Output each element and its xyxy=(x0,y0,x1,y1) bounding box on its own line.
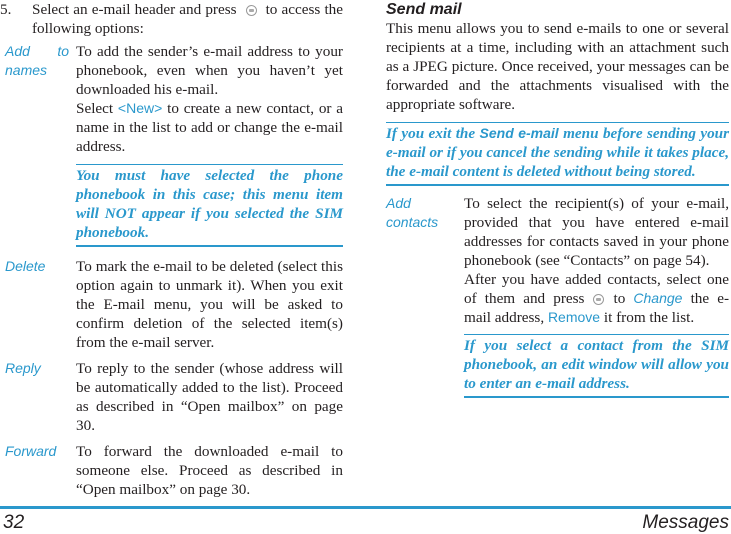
sim-phonebook-note: If you select a contact from the SIM phonebook, an edit window will allow you to enter an e-mail address. xyxy=(464,334,729,398)
term-reply: Reply xyxy=(5,360,41,376)
delete-text: To mark the e-mail to be deleted (select this option again to unmark it). When you exit the E-mail menu, you will be asked to confirm deletion of the selected item(s) from the e-mail server. xyxy=(76,258,343,351)
send-mail-intro: This menu allows you to send e-mails to one or several recipients at a time, including with an attachment such as a JPEG picture. Once received, your messages can be forwarded and the attachments visualised with the appropriate software. xyxy=(386,20,729,113)
add-to-names-p1: To add the sender’s e-mail address to your phonebook, even when you haven’t yet downloaded his e-mail. xyxy=(76,43,343,98)
option-add-to-names xyxy=(5,42,343,247)
add-contacts-p1: To select the recipient(s) of your e-mail, provided that you have entered e-mail addresses for contacts saved in your phone phonebook (see “Contacts” on page 54). xyxy=(464,195,729,269)
left-column xyxy=(0,0,344,499)
exit-send-mail-note: If you exit the Send e-mail menu before sending your e-mail or if you cancel the sending while it takes place, the e-mail content is deleted without being stored. xyxy=(386,122,729,186)
add-to-names-p2: Select <New> to create a new contact, or a name in the list to add or change the e-mail address. xyxy=(76,100,344,155)
phonebook-note: You must have selected the phone phonebook in this case; this menu item will NOT appear if you selected the SIM phonebook. xyxy=(76,164,343,247)
change-keyword: Change xyxy=(633,290,683,306)
term-add-contacts: Add contacts xyxy=(386,195,439,230)
forward-text: To forward the downloaded e-mail to someone else. Proceed as described in “Open mailbox” on page 30. xyxy=(76,443,343,498)
ok-key-icon xyxy=(246,5,257,16)
option-forward xyxy=(5,442,343,499)
send-mail-heading: Send mail xyxy=(386,1,462,18)
option-add-contacts xyxy=(386,194,729,398)
option-delete xyxy=(5,257,343,352)
term-add-to-names: Add to names xyxy=(5,43,69,78)
step-5 xyxy=(0,0,343,38)
step-text-end: to access the following options: xyxy=(32,1,343,37)
remove-keyword: Remove xyxy=(547,309,601,325)
ok-key-icon-2 xyxy=(593,294,604,305)
term-forward: Forward xyxy=(5,443,57,459)
add-contacts-p2: After you have added contacts, select one of them and press to Change the e-mail address, Remove it from the list. xyxy=(464,271,730,326)
step-text: Select an e-mail header and press xyxy=(32,1,237,18)
step-number: 5. xyxy=(0,1,12,18)
send-email-keyword: Send e-mail xyxy=(479,125,559,141)
right-column xyxy=(386,0,729,398)
chapter-title: Messages xyxy=(642,512,729,533)
footer-rule xyxy=(0,506,731,509)
page-number: 32 xyxy=(3,512,25,533)
new-keyword: <New> xyxy=(117,100,163,116)
reply-text: To reply to the sender (whose address will be automatically added to the list). Proceed as described in “Open mailbox” on page 30. xyxy=(76,360,343,434)
term-delete: Delete xyxy=(5,258,46,274)
option-reply xyxy=(5,359,343,435)
